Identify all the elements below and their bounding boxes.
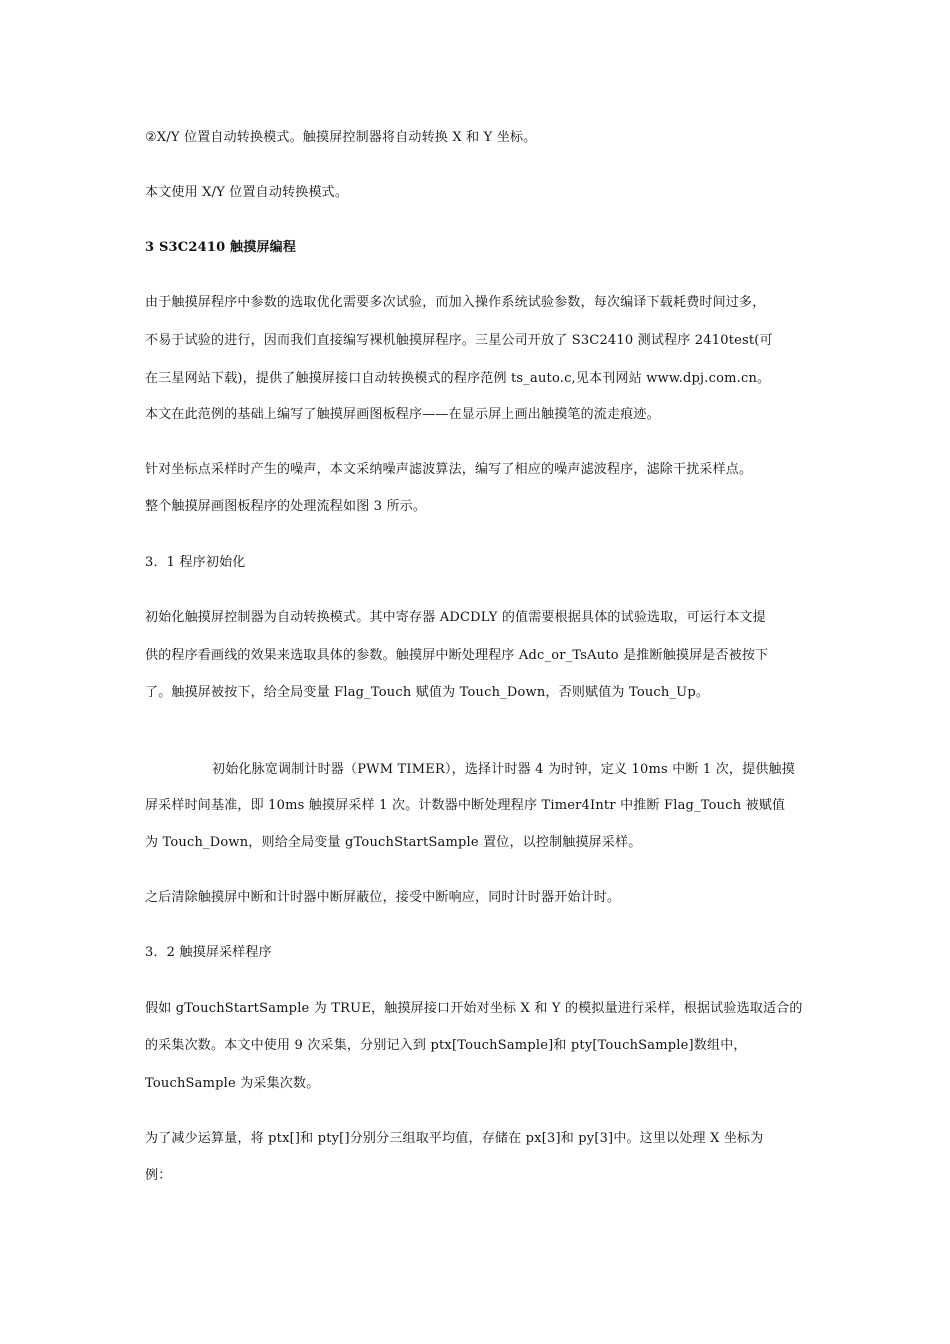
paragraph-line: 了。触摸屏被按下，给全局变量 Flag_Touch 赋值为 Touch_Down，否则赋值为 Touch_Up。 — [145, 685, 710, 700]
paragraph-line: 例： — [145, 1168, 172, 1183]
paragraph-line: 整个触摸屏画图板程序的处理流程如图 3 所示。 — [145, 499, 427, 514]
paragraph-line: 的采集次数。本文中使用 9 次采集，分别记入到 ptx[TouchSample]和 pty[TouchSample]数组中， — [145, 1038, 747, 1053]
paragraph-line: 屏采样时间基准，即 10ms 触摸屏采样 1 次。计数器中断处理程序 Timer4Intr 中推断 Flag_Touch 被赋值 — [145, 798, 786, 813]
paragraph-line: 之后清除触摸屏中断和计时器中断屏蔽位，接受中断响应，同时计时器开始计时。 — [145, 890, 621, 905]
paragraph-line: 假如 gTouchStartSample 为 TRUE，触摸屏接口开始对坐标 X 和 Y 的模拟量进行采样，根据试验选取适合的 — [145, 1001, 803, 1016]
paragraph-mode-used: 本文使用 X/Y 位置自动转换模式。 — [145, 185, 349, 200]
paragraph-line: 为 Touch_Down，则给全局变量 gTouchStartSample 置位，以控制触摸屏采样。 — [145, 835, 642, 850]
paragraph-line-indented: 初始化脉宽调制计时器（PWM TIMER），选择计时器 4 为时钟，定义 10ms 中断 1 次，提供触摸 — [212, 762, 795, 777]
paragraph-line: 为了减少运算量，将 ptx[]和 pty[]分别分三组取平均值，存储在 px[3]和 py[3]中。这里以处理 X 坐标为 — [145, 1131, 764, 1146]
paragraph-line: 针对坐标点采样时产生的噪声，本文采纳噪声滤波算法，编写了相应的噪声滤波程序，滤除干扰采样点。 — [145, 462, 753, 477]
paragraph-line: TouchSample 为采集次数。 — [145, 1076, 320, 1091]
paragraph-line: 供的程序看画线的效果来选取具体的参数。触摸屏中断处理程序 Adc_or_TsAuto 是推断触摸屏是否被按下 — [145, 648, 769, 663]
paragraph-line: 由于触摸屏程序中参数的选取优化需要多次试验，而加入操作系统试验参数，每次编译下载耗费时间过多， — [145, 295, 766, 310]
paragraph-line: 不易于试验的进行，因而我们直接编写裸机触摸屏程序。三星公司开放了 S3C2410 测试程序 2410test(可 — [145, 333, 773, 348]
section-heading-3-1: 3．1 程序初始化 — [145, 555, 246, 570]
paragraph-mode-2: ②X/Y 位置自动转换模式。触摸屏控制器将自动转换 X 和 Y 坐标。 — [145, 130, 537, 145]
paragraph-line: 在三星网站下载)，提供了触摸屏接口自动转换模式的程序范例 ts_auto.c,见本刊网站 www.dpj.com.cn。 — [145, 371, 771, 386]
paragraph-line: 初始化触摸屏控制器为自动转换模式。其中寄存器 ADCDLY 的值需要根据具体的试验选取，可运行本文提 — [145, 610, 766, 625]
paragraph-line: 本文在此范例的基础上编写了触摸屏画图板程序——在显示屏上画出触摸笔的流走痕迹。 — [145, 407, 660, 422]
section-heading-3: 3 S3C2410 触摸屏编程 — [145, 240, 297, 255]
section-heading-3-2: 3．2 触摸屏采样程序 — [145, 945, 272, 960]
